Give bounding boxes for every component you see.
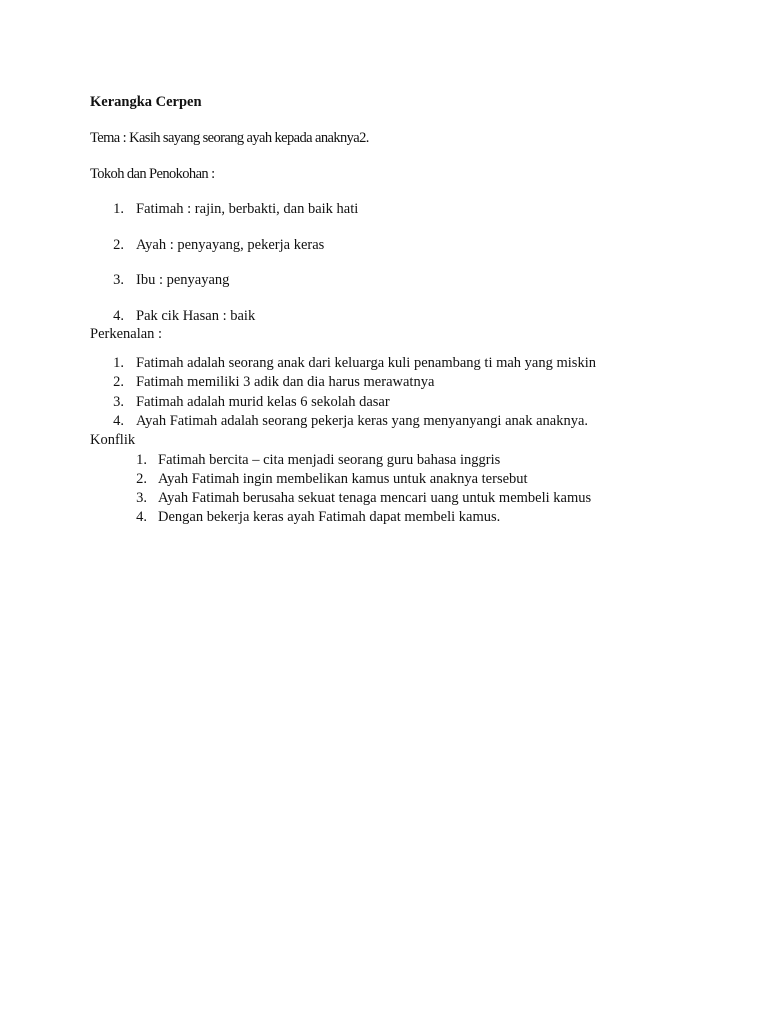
list-item-number: 1. bbox=[113, 355, 124, 371]
list-item: Dengan bekerja keras ayah Fatimah dapat membeli kamus. bbox=[158, 509, 501, 525]
list-item-number: 1. bbox=[136, 452, 147, 468]
list-item: Fatimah adalah murid kelas 6 sekolah dasar bbox=[136, 394, 390, 410]
list-item-number: 2. bbox=[113, 374, 124, 390]
list-item: Ayah Fatimah ingin membelikan kamus untuk anaknya tersebut bbox=[158, 471, 528, 487]
tema-line: Tema : Kasih sayang seorang ayah kepada anaknya2. bbox=[90, 130, 369, 146]
tokoh-heading: Tokoh dan Penokohan : bbox=[90, 166, 215, 182]
list-item: Ayah Fatimah adalah seorang pekerja keras yang menyanyangi anak anaknya. bbox=[136, 413, 589, 429]
list-item-number: 3. bbox=[113, 394, 124, 410]
list-item-number: 4. bbox=[136, 509, 147, 525]
document-title: Kerangka Cerpen bbox=[90, 94, 202, 110]
list-item: Fatimah bercita – cita menjadi seorang guru bahasa inggris bbox=[158, 452, 501, 468]
list-item: Pak cik Hasan : baik bbox=[136, 308, 256, 324]
konflik-heading: Konflik bbox=[90, 432, 136, 448]
list-item: Fatimah memiliki 3 adik dan dia harus merawatnya bbox=[136, 374, 435, 390]
list-item-number: 4. bbox=[113, 413, 124, 429]
list-item: Ayah Fatimah berusaha sekuat tenaga mencari uang untuk membeli kamus bbox=[158, 490, 592, 506]
list-item: Fatimah adalah seorang anak dari keluarga kuli penambang ti mah yang miskin bbox=[136, 355, 596, 371]
list-item-number: 1. bbox=[113, 201, 124, 217]
list-item-number: 2. bbox=[136, 471, 147, 487]
perkenalan-heading: Perkenalan : bbox=[90, 326, 163, 342]
list-item-number: 3. bbox=[113, 272, 124, 288]
list-item-number: 2. bbox=[113, 237, 124, 253]
list-item: Ayah : penyayang, pekerja keras bbox=[136, 237, 325, 253]
list-item-number: 4. bbox=[113, 308, 124, 324]
list-item: Ibu : penyayang bbox=[136, 272, 230, 288]
list-item-number: 3. bbox=[136, 490, 147, 506]
list-item: Fatimah : rajin, berbakti, dan baik hati bbox=[136, 201, 359, 217]
